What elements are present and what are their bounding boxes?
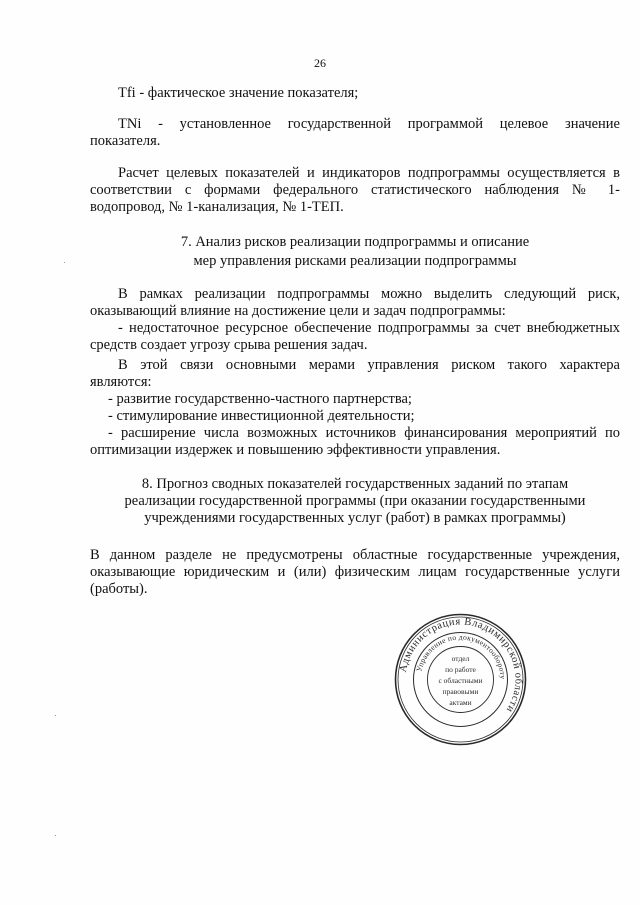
section7-p1-line1: В рамках реализации подпрограммы можно выделить следующий риск, [118,286,620,302]
section7-p1-line2: оказывающий влияние на достижение цели и задач подпрограммы: [90,303,506,319]
section8-title-line2: реализации государственной программы (при оказании государственными [124,493,586,509]
section8-paragraph-line1: В данном разделе не предусмотрены областные государственные учреждения, [90,547,620,563]
section8-paragraph-line3: (работы). [90,581,148,597]
seal-center-line: актами [449,698,472,707]
seal-center-line: отдел [451,654,470,663]
scan-speck [64,262,65,263]
section8-paragraph-line2: оказывающие юридическим и (или) физическим лицам государственные услуги [90,564,620,580]
page-number: 26 [314,56,326,70]
seal-graphic [393,612,528,747]
seal-outer-text: Администрация Владимирской области [397,616,524,715]
section7-p2-line1: В этой связи основными мерами управления риском такого характера [118,357,620,373]
section7-bullet-partnership: - развитие государственно-частного партнерства; [108,391,412,407]
definition-tfi: Tfi - фактическое значение показателя; [118,85,359,101]
definition-tni-line2: показателя. [90,133,161,149]
calc-paragraph-line2: соответствии с формами федерального статистического наблюдения № 1- [90,182,620,198]
section7-p1-line3: - недостаточное ресурсное обеспечение подпрограммы за счет внебюджетных [118,320,620,336]
section8-title-line1: 8. Прогноз сводных показателей государственных заданий по этапам [141,476,569,492]
seal-center-line: по работе [445,665,476,674]
seal-inner-text: Управление по документообороту [414,632,508,680]
scan-speck [55,715,56,716]
section7-bullet-sources-line1: - расширение числа возможных источников финансирования мероприятий по [108,425,620,441]
official-seal-stamp [393,612,528,747]
seal-center-line: с областными [438,676,483,685]
definition-tni-line1: TNi - установленное государственной программой целевое значение [118,116,620,132]
section7-p1-line4: средств создает угрозу срыва решения задач. [90,337,368,353]
section7-bullet-sources-line2: оптимизации издержек и повышению эффективности управления. [90,442,501,458]
section7-bullet-investment: - стимулирование инвестиционной деятельности; [108,408,415,424]
seal-center-line: правовыми [442,687,479,696]
section7-p2-line2: являются: [90,374,152,390]
calc-paragraph-line1: Расчет целевых показателей и индикаторов подпрограммы осуществляется в [118,165,620,181]
section7-title-line1: 7. Анализ рисков реализации подпрограммы и описание [180,234,530,250]
calc-paragraph-line3: водопровод, № 1-канализация, № 1-ТЕП. [90,199,344,215]
section8-title-line3: учреждениями государственных услуг (работ) в рамках программы) [144,510,566,526]
section7-title-line2: мер управления рисками реализации подпрограммы [193,253,517,269]
scan-speck [55,835,56,836]
